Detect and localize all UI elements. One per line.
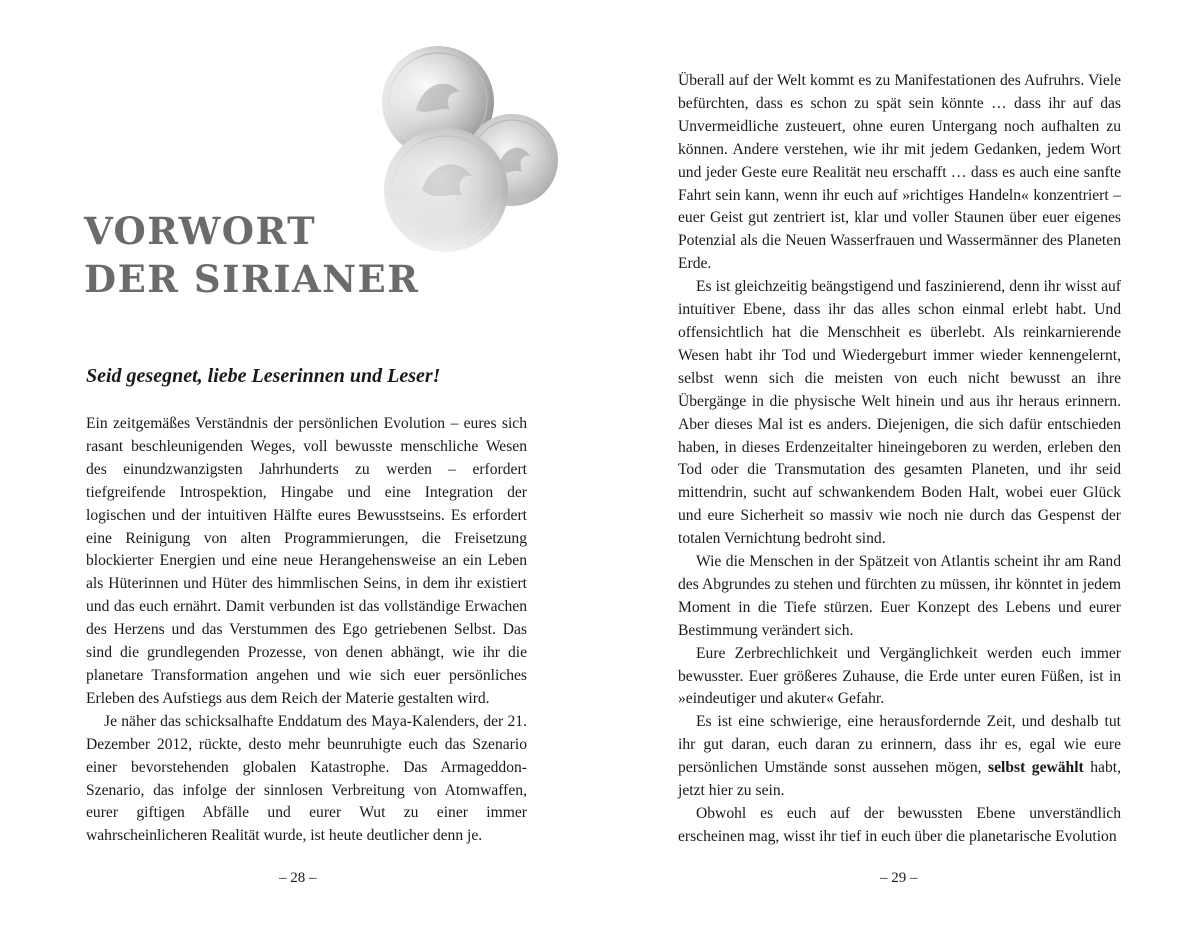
greeting-heading: Seid gesegnet, liebe Leserinnen und Leser! xyxy=(86,365,441,387)
chapter-title-line-1: VORWORT xyxy=(84,209,317,253)
paragraph: Eure Zerbrechlichkeit und Vergänglichkeit werden euch immer bewusster. Euer größeres Zuhause, die Erde unter euren Füßen, ist in »eindeutiger und akuter« Gefahr. xyxy=(678,644,1121,708)
paragraph: Wie die Menschen in der Spätzeit von Atlantis scheint ihr am Rand des Abgrundes zu stehen und fürchten zu müssen, ihr könntet in jedem Moment in die Tiefe stürzen. Euer Konzept des Lebens und eurer Bestimmung verändert sich. xyxy=(678,553,1121,639)
page-number: – 28 – xyxy=(279,870,317,886)
paragraph-text: habt, jetzt hier zu sein. xyxy=(678,759,1121,800)
paragraph: Es ist gleichzeitig beängstigend und faszinierend, denn ihr wisst auf intuitiver Ebene, dass ihr das alles schon einmal erlebt habt. Und offensichtlich hat die Menschheit es überlebt. Als reinkarnierende Wesen habt ihr Tod und Wiedergeburt immer wieder kennengelernt, selbst wenn sich die meisten von euch nicht bewusst an ihre Übergänge in die physische Welt hinein und aus ihr heraus erinnern. Aber dieses Mal ist es anders. Diejenigen, die sich dafür entschieden haben, in dieses Erdenzeitalter hineingeboren zu werden, erleben den Tod oder die Transmutation des gesamten Planeten, und ihr seid mittendrin, sucht auf schwankendem Boden Halt, wobei euer Glück und eure Sicherheit so massiv wie noch nie durch das Gespenst der totalen Vernichtung bedroht sind. xyxy=(678,278,1121,548)
paragraph-text: Es ist eine schwierige, eine herausfordernde Zeit, und deshalb tut ihr gut daran, euch daran zu erinnern, dass ihr es, egal wie eure persönlichen Umstände sonst aussehen mögen, xyxy=(678,713,1121,777)
chapter-title xyxy=(84,207,419,303)
left-body-text xyxy=(86,413,527,848)
paragraph: Ein zeitgemäßes Verständnis der persönlichen Evolution – eures sich rasant beschleunigenden Weges, voll bewusste menschliche Wesen des einundzwanzigsten Jahrhunderts zu werden – erfordert tiefgreifende Introspektion, Hingabe und eine Integration der logischen und der intuitiven Hälfte eures Bewusstseins. Es erfordert eine Reinigung von alten Programmierungen, die Freisetzung blockierter Energien und eine neue Herangehensweise an ein Leben als Hüterinnen und Hüter des himmlischen Seins, in dem ihr existiert und das euch ernährt. Damit verbunden ist das vollständige Erwachen des Herzens und das Verstummen des Ego getriebenen Selbst. Das sind die grundlegenden Prozesse, von denen abhängt, wie ihr die planetare Transformation angehen und wie sich euer persönliches Erleben des Aufstiegs aus dem Reich der Materie gestalten wird. xyxy=(86,415,527,707)
emphasis-text: selbst gewählt xyxy=(988,759,1084,777)
paragraph: Überall auf der Welt kommt es zu Manifestationen des Aufruhrs. Viele befürchten, dass es schon zu spät sein könnte … dass ihr auf das Unvermeidliche zusteuert, ohne euren Untergang noch aufhalten zu können. Andere verstehen, wie ihr mit jedem Gedanken, jedem Wort und jeder Geste eure Realität neu erschafft … dass es auch eine sanfte Fahrt sein kann, wenn ihr euch auf »richtiges Handeln« konzentriert – euer Geist gut zentriert ist, klar und voller Staunen über euer eigenes Potenzial als die Neuen Wasserfrauen und Wassermänner des Planeten Erde. xyxy=(678,72,1121,273)
right-page xyxy=(601,0,1202,935)
chapter-title-line-2: DER SIRIANER xyxy=(84,257,420,301)
paragraph: Obwohl es euch auf der bewussten Ebene unverständlich erscheinen mag, wisst ihr tief in euch über die planetarische Evolution xyxy=(678,805,1121,845)
paragraph: Je näher das schicksalhafte Enddatum des Maya-Kalenders, der 21. Dezember 2012, rückte, desto mehr beunruhigte euch das Szenario einer bevorstehenden globalen Katastrophe. Das Armageddon-Szenario, das infolge der sinnlosen Verbreitung von Atomwaffen, eurer giftigen Abfälle und eurer Wut zu einer immer wahrscheinlicheren Realität wurde, ist heute deutlicher denn je. xyxy=(86,712,527,845)
page-number: – 29 – xyxy=(880,870,918,886)
right-body-text xyxy=(678,70,1121,849)
paragraph xyxy=(678,711,1121,803)
